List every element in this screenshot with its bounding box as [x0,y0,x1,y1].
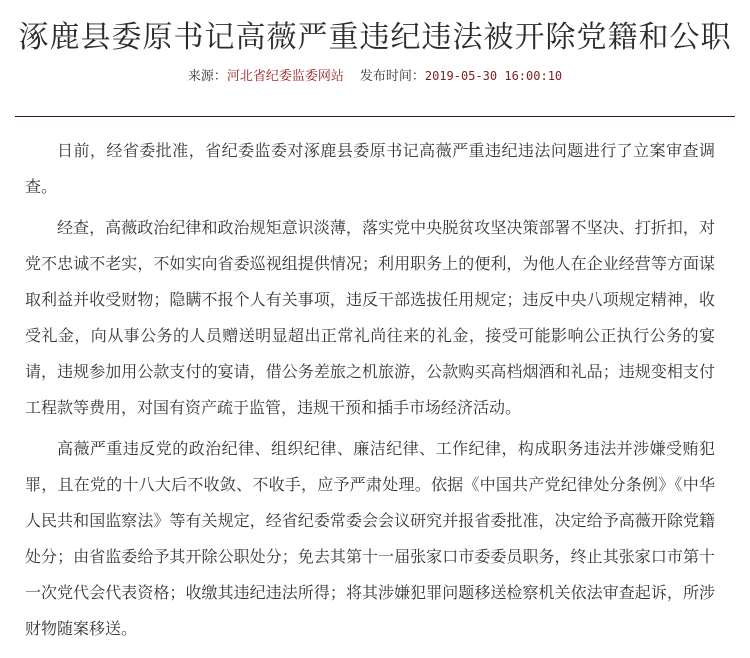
source-label: 来源： [187,69,227,84]
paragraph-3: 高薇严重违反党的政治纪律、组织纪律、廉洁纪律、工作纪律，构成职务违法并涉嫌受贿犯罪，且在党的十八大后不收敛、不收手，应予严肃处理。依据《中国共产党纪律处分条例》《中华人民共和国监察法》等有关规定，经省纪委常委会会议研究并报省委批准，决定给予高薇开除党籍处分；由省监委给予其开除公职处分；免去其第十一届张家口市委委员职务，终止其张家口市第十一次党代会代表资格；收缴其违纪违法所得；将其涉嫌犯罪问题移送检察机关依法审查起诉，所涉财物随案移送。 [25,439,715,638]
source-link[interactable]: 河北省纪委监委网站 [226,69,344,84]
paragraph-1: 日前，经省委批准，省纪委监委对涿鹿县委原书记高薇严重违纪违法问题进行了立案审查调查。 [25,141,715,196]
paragraph-2: 经查，高薇政治纪律和政治规矩意识淡薄，落实党中央脱贫攻坚决策部署不坚决、打折扣，对党不忠诚不老实，不如实向省委巡视组提供情况；利用职务上的便利，为他人在企业经营等方面谋取利益并收受财物；隐瞒不报个人有关事项，违反干部选拔任用规定；违反中央八项规定精神，收受礼金，向从事公务的人员赠送明显超出正常礼尚往来的礼金，接受可能影响公正执行公务的宴请，违规参加用公款支付的宴请，借公务差旅之机旅游，公款购买高档烟酒和礼品；违规变相支付工程款等费用，对国有资产疏于监管，违规干预和插手市场经济活动。 [25,218,715,417]
title-divider [15,116,735,117]
publish-time-label: 发布时间： [359,69,425,84]
article-body [25,133,715,652]
article-title: 涿鹿县委原书记高薇严重违纪违法被开除党籍和公职 [18,20,732,55]
article-meta [0,66,750,87]
publish-time: 2019-05-30 16:00:10 [424,69,563,83]
